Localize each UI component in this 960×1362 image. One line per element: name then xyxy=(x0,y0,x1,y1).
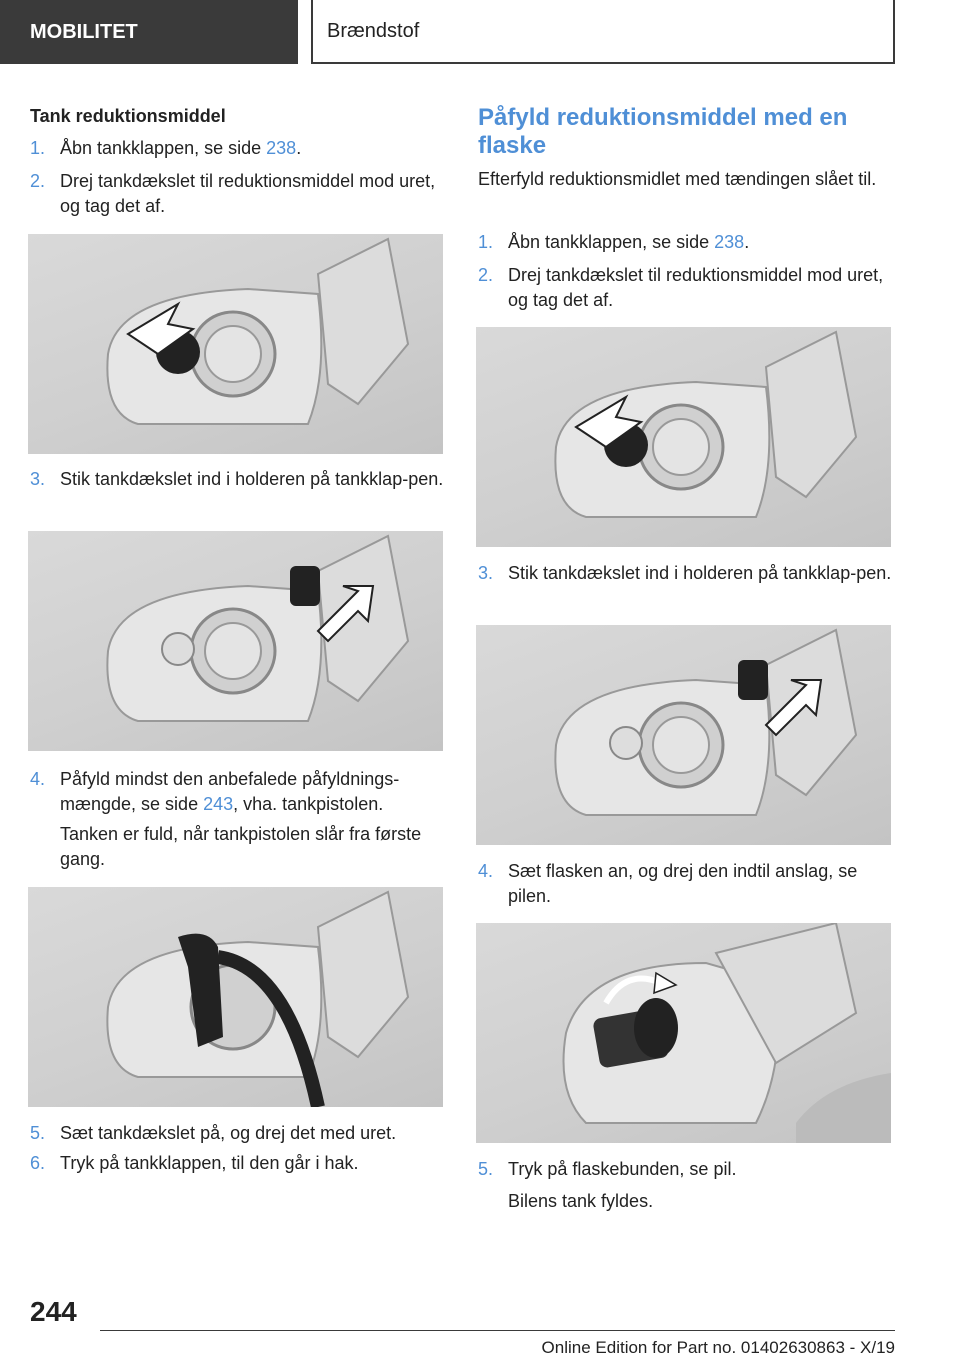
step-item xyxy=(478,1157,893,1182)
step-item xyxy=(30,136,445,161)
illustration-bottle xyxy=(476,923,891,1143)
step-text: Tryk på tankklappen, til den går i hak. xyxy=(60,1153,359,1173)
chapter-title xyxy=(311,0,895,64)
page-link[interactable]: 243 xyxy=(203,794,234,814)
step-number: 1. xyxy=(478,232,494,252)
step-number: 2. xyxy=(478,265,494,285)
illustration-nozzle xyxy=(28,887,443,1107)
step-number: 4. xyxy=(30,769,46,789)
step-item xyxy=(478,230,893,255)
step-text-part: Åbn tankklappen, se side xyxy=(60,138,267,158)
section-heading: Påfyld reduktionsmiddel med en flaske xyxy=(478,104,848,159)
step-text: Stik tankdækslet ind i holderen på tankklap-pen. xyxy=(60,469,444,489)
step-text-part: Åbn tankklappen, se side xyxy=(508,232,715,252)
step-text: Sæt flasken an, og drej den indtil anslag, se pilen. xyxy=(508,861,858,906)
intro-text: Efterfyld reduktionsmidlet med tændingen slået til. xyxy=(478,169,877,189)
step-text-part: . xyxy=(744,232,750,252)
step-item xyxy=(478,263,893,313)
step-text xyxy=(508,230,893,255)
step-text: Drej tankdækslet til reduktionsmiddel mod uret, og tag det af. xyxy=(508,265,884,310)
step-text xyxy=(60,767,445,817)
step-item xyxy=(30,169,445,219)
step-text: Stik tankdækslet ind i holderen på tankklap-pen. xyxy=(508,563,892,583)
step-number: 1. xyxy=(30,138,46,158)
step-number: 5. xyxy=(30,1123,46,1143)
step-number: 3. xyxy=(30,469,46,489)
illustration-remove-cap xyxy=(28,234,443,454)
illustration-store-cap xyxy=(476,625,891,845)
step-number: 2. xyxy=(30,171,46,191)
illustration-remove-cap xyxy=(476,327,891,547)
section-heading: Tank reduktionsmiddel xyxy=(30,106,226,126)
page-link[interactable]: 238 xyxy=(266,138,297,158)
step-number: 6. xyxy=(30,1153,46,1173)
step-text xyxy=(60,136,445,161)
page-number: 244 xyxy=(30,1296,77,1327)
section-label: MOBILITET xyxy=(30,20,138,43)
step-text-part: , vha. tankpistolen. xyxy=(233,794,384,814)
step-text: Drej tankdækslet til reduktionsmiddel mod uret, og tag det af. xyxy=(60,171,436,216)
step-text: Sæt tankdækslet på, og drej det med uret. xyxy=(60,1123,397,1143)
step-text: Tryk på flaskebunden, se pil. xyxy=(508,1159,737,1179)
step-item xyxy=(478,561,893,586)
illustration-store-cap xyxy=(28,531,443,751)
step-item xyxy=(30,1151,445,1176)
chapter-title-label: Brændstof xyxy=(327,19,420,42)
step-item xyxy=(30,1121,445,1146)
step-number: 3. xyxy=(478,563,494,583)
page-link[interactable]: 238 xyxy=(714,232,745,252)
edition-text: Online Edition for Part no. 01402630863 - X/19 xyxy=(541,1338,895,1357)
footer-divider xyxy=(100,1330,895,1331)
step-note: Bilens tank fyldes. xyxy=(508,1191,654,1211)
step-number: 5. xyxy=(478,1159,494,1179)
step-text-part: Påfyld mindst den anbefalede påfyldnings-mængde, se side xyxy=(60,769,400,814)
step-text-part: . xyxy=(296,138,302,158)
section-tab xyxy=(0,0,298,64)
step-note: Tanken er fuld, når tankpistolen slår fra første gang. xyxy=(60,824,422,869)
step-item xyxy=(30,467,445,492)
step-item xyxy=(30,767,445,817)
step-number: 4. xyxy=(478,861,494,881)
step-item xyxy=(478,859,893,909)
